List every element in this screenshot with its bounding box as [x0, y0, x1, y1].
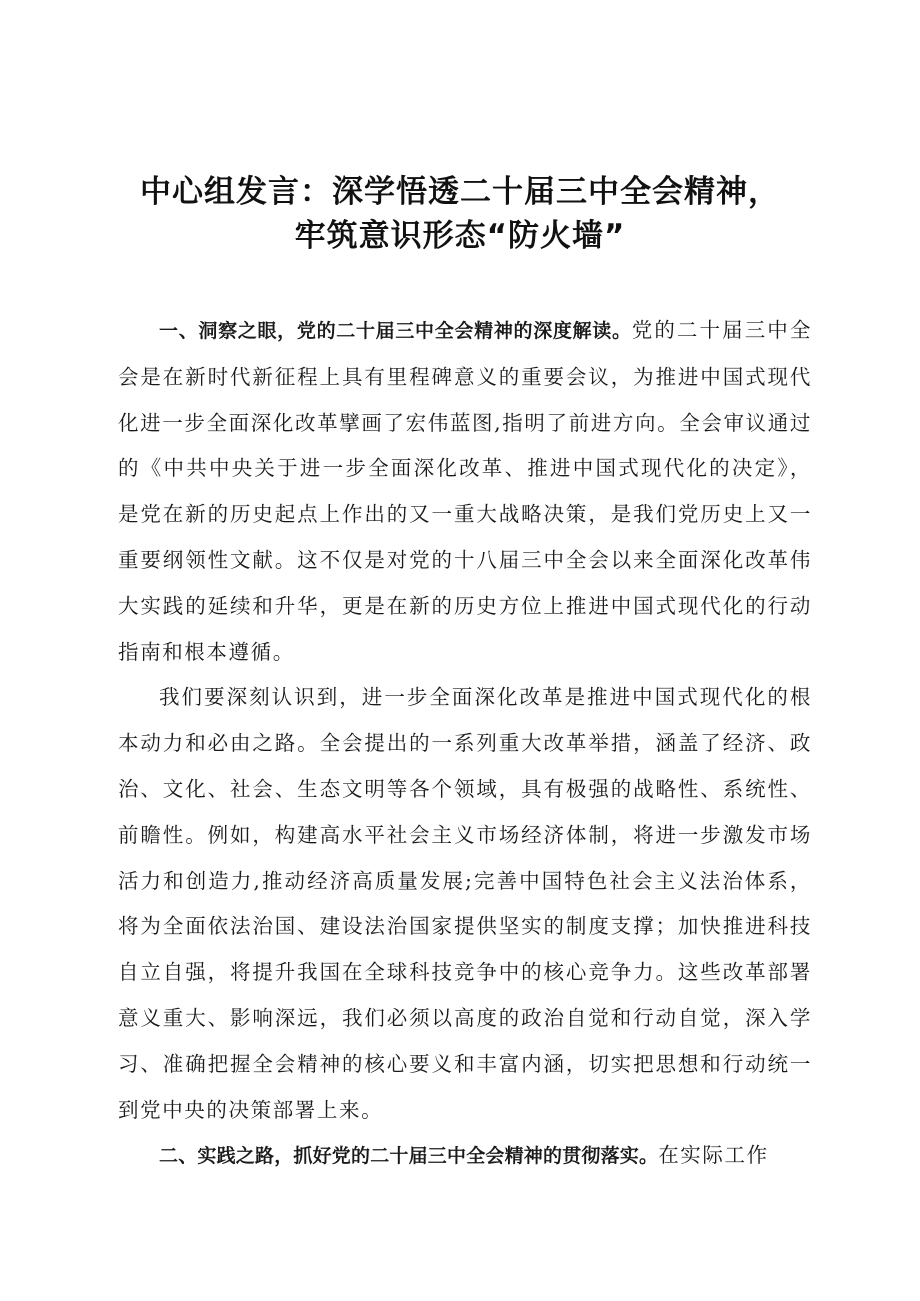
paragraph-1-heading: 一、洞察之眼，党的二十届三中全会精神的深度解读。 — [159, 320, 632, 342]
document-title — [90, 170, 830, 258]
paragraph-3 — [118, 1133, 812, 1180]
title-line-1: 中心组发言：深学悟透二十届三中全会精神， — [140, 174, 780, 210]
paragraph-2 — [118, 675, 812, 1133]
paragraph-3-text: 在实际工作 — [658, 1143, 769, 1168]
paragraph-1-text: 党的二十届三中全会是在新时代新征程上具有里程碑意义的重要会议，为推进中国式现代化进一步全面深化改革擘画了宏伟蓝图,指明了前进方向。全会审议通过的《中共中央关于进一步全面深化改革、推进中国式现代化的决定》，是党在新的历史起点上作出的又一重大战略决策，是我们党历史上又一重要纲领性文献。这不仅是对党的十八届三中全会以来全面深化改革伟大实践的延续和升华，更是在新的历史方位上推进中国式现代化的行动指南和根本遵循。 — [118, 318, 812, 664]
paragraph-3-heading: 二、实践之路，抓好党的二十届三中全会精神的贯彻落实。 — [159, 1145, 659, 1168]
document-body — [118, 308, 812, 1180]
title-line-2: 牢筑意识形态“防火墙” — [294, 218, 626, 254]
paragraph-2-text: 我们要深刻认识到，进一步全面深化改革是推进中国式现代化的根本动力和必由之路。全会提出的一系列重大改革举措，涵盖了经济、政治、文化、社会、生态文明等各个领域，具有极强的战略性、系统性、前瞻性。例如，构建高水平社会主义市场经济体制，将进一步激发市场活力和创造力,推动经济高质量发展;完善中国特色社会主义法治体系，将为全面依法治国、建设法治国家提供坚实的制度支撑；加快推进科技自立自强，将提升我国在全球科技竞争中的核心竞争力。这些改革部署意义重大、影响深远，我们必须以高度的政治自觉和行动自觉，深入学习、准确把握全会精神的核心要义和丰富内涵，切实把思想和行动统一到党中央的决策部署上来。 — [118, 685, 812, 1122]
paragraph-1 — [118, 308, 812, 675]
